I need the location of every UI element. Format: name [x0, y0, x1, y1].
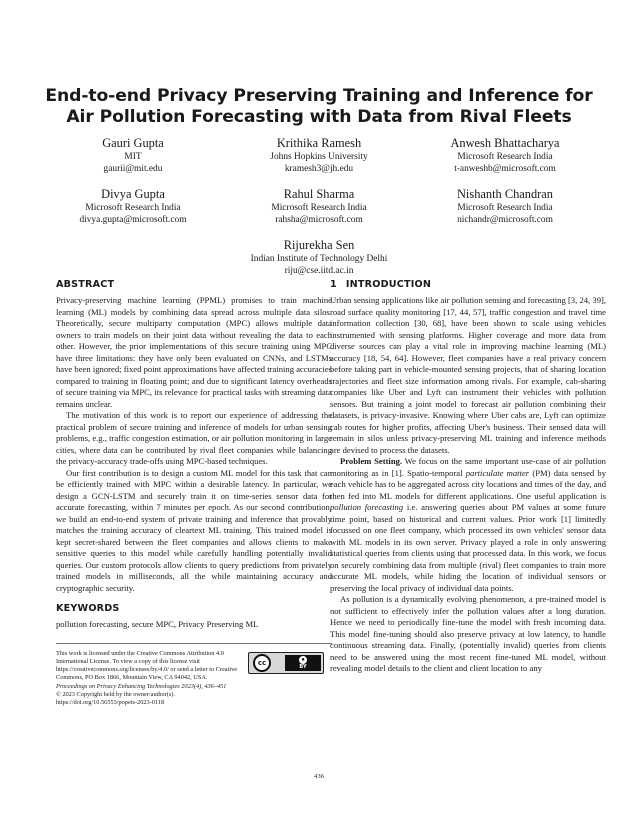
author-name: Rahul Sharma — [283, 187, 355, 201]
abstract-heading: ABSTRACT — [56, 279, 115, 290]
author-email: rahsha@microsoft.com — [275, 215, 363, 225]
title-line-1: End-to-end Privacy Preserving Training and Inference for — [45, 86, 593, 106]
author-list — [40, 135, 598, 277]
section-title: INTRODUCTION — [345, 279, 432, 290]
license-block — [56, 643, 332, 708]
introduction-heading — [330, 279, 606, 291]
author-block — [412, 135, 598, 175]
author-affiliation: MIT — [124, 152, 142, 162]
author-block — [40, 135, 226, 175]
cc-by-logo — [248, 652, 324, 674]
title-line-2: Air Pollution Forecasting with Data from Rival Fleets — [66, 107, 572, 127]
author-email: nichandr@microsoft.com — [457, 215, 553, 225]
author-email: t-anweshb@microsoft.com — [454, 164, 556, 174]
paper-title — [40, 86, 598, 128]
author-block — [226, 135, 412, 175]
page-number: 436 — [314, 773, 324, 780]
author-block — [412, 186, 598, 226]
author-block — [226, 186, 412, 226]
author-affiliation: Microsoft Research India — [271, 203, 367, 213]
intro-p2-text-c: i.e. answering queries about PM values at some future time point, based on historical and current values. Prior work [1] limitedly focussed on one fleet company, which processed its own vehicles' sensor data with ML models in its own server. Privacy played a role in only answering statistical queries from clients using that processed data. In this work, we focus on securely combining data from multiple (rival) fleet companies to train more accurate ML models, while hiding the location of individual sensors or preserving the local privacy of individual data points. — [330, 502, 606, 593]
author-affiliation: Johns Hopkins University — [270, 152, 368, 162]
author-block — [226, 237, 412, 277]
abstract-paragraph-1: Privacy-preserving machine learning (PPML) promises to train machine learning (ML) models by combining data spread across multiple data silos. Theoretically, secure multiparty computation (MPC) allows multiple data owners to train models on their joint data without revealing the data to each other. However, the prior implementations of this secure training using MPC have three limitations: they have only been evaluated on CNNs, and LSTMs have been ignored; fixed point approximations have affected training accuracies compared to training in floating point; and due to significant latency overheads of secure training via MPC, its relevance for practical tasks with streaming data remains unclear. — [56, 295, 332, 409]
proceedings-line: Proceedings on Privacy Enhancing Technologies 2023(4), 436–451 — [56, 682, 227, 690]
author-name: Divya Gupta — [101, 187, 165, 201]
author-email: divya.gupta@microsoft.com — [79, 215, 187, 225]
abstract-paragraph-2: The motivation of this work is to report our experience of addressing the practical problem of secure training and inference of models for urban sensing problems, e.g., traffic congestion estimation, or air pollution monitoring in large cities, where data can be contributed by rival fleet companies while balancing the privacy-accuracy trade-offs using MPC-based techniques. — [56, 410, 332, 466]
author-name: Gauri Gupta — [102, 136, 164, 150]
intro-p2-text-b: (PM) data sensed by each vehicle has to be aggregated across city locations and times of the day, and then fed into ML models for different applications. One useful application is — [330, 467, 607, 501]
author-affiliation: Indian Institute of Technology Delhi — [250, 254, 388, 264]
author-name: Krithika Ramesh — [276, 136, 362, 150]
cc-by-badge[interactable] — [248, 650, 332, 683]
author-email: gaurii@mit.edu — [103, 164, 163, 174]
keywords-heading: KEYWORDS — [56, 603, 120, 614]
author-affiliation: Microsoft Research India — [457, 203, 553, 213]
author-name: Anwesh Bhattacharya — [450, 136, 560, 150]
author-block — [40, 186, 226, 226]
by-icon — [285, 655, 321, 671]
problem-setting-label: Problem Setting. — [340, 456, 403, 466]
section-number: 1 — [330, 279, 337, 290]
cc-icon: cc — [253, 654, 271, 672]
author-affiliation: Microsoft Research India — [85, 203, 181, 213]
right-column — [330, 279, 606, 675]
person-icon: ● — [298, 655, 308, 665]
author-email: riju@cse.iitd.ac.in — [284, 266, 354, 276]
intro-p2-emphasis-1: particulate matter — [465, 467, 530, 478]
license-text: This work is licensed under the Creative Commons Attribution 4.0 International License. To view a copy of this license visit https://creativecommons.org/licenses/by/4.0/ or send a letter to Creative Commons, PO Box 1866, Mountain View, CA 94042, USA. — [56, 649, 238, 682]
author-affiliation: Microsoft Research India — [457, 152, 553, 162]
author-email: kramesh3@jh.edu — [284, 164, 354, 174]
keywords-text: pollution forecasting, secure MPC, Privacy Preserving ML — [56, 619, 259, 629]
intro-p2-emphasis-2: pollution forecasting — [330, 502, 404, 512]
copyright-line: © 2023 Copyright held by the owner/author(s). — [56, 690, 175, 698]
by-label: BY — [299, 664, 307, 670]
intro-p2-text-a: We focus on the same important use-case of air pollution monitoring as in [1]. Spatio-temporal — [330, 456, 606, 478]
author-name: Rijurekha Sen — [283, 238, 355, 252]
intro-paragraph-3: As pollution is a dynamically evolving phenomenon, a pre-trained model is not sufficient to effectively infer the pollution values after a long duration. Hence we need to periodically fine-tune the model with fresh incoming data. This model fine-tuning should also preserve privacy at low latency, to handle continuous streaming data. Finally, (potentially invalid) queries from clients need to be answered using the most recent fine-tuned ML model, without revealing model details to the client and client location to any — [330, 594, 606, 673]
author-name: Nishanth Chandran — [456, 187, 553, 201]
doi-link[interactable]: https://doi.org/10.56553/popets-2023-0118 — [56, 699, 165, 707]
left-column — [56, 279, 332, 708]
intro-paragraph-2 — [330, 456, 606, 594]
intro-paragraph-1: Urban sensing applications like air pollution sensing and forecasting [3, 24, 39], road surface quality monitoring [17, 44, 57], traffic congestion and travel time information collection [30, 68], have been shown to scale using vehicles instrumented with sensing platforms. Higher coverage and more data from diverse sources can play a vital role in improving machine learning (ML) accuracy [18, 54, 64]. However, fleet companies have a real privacy concern before taking part in vehicle-mounted sensing projects, that of sharing location trajectories and fleet size information among rivals. For example, cab-sharing companies like Uber and Lyft can instrument their vehicles with pollution sensors. But training a joint model to forecast air pollution combining their datasets, is privacy-invasive. Knowing where Uber cabs are, Lyft can optimize cab routes for higher profits, affecting Uber's business. Their sensed data will remain in silos unless privacy-preserving ML training and inference methods are devised to process the datasets. — [330, 295, 606, 455]
abstract-paragraph-3: Our first contribution is to design a custom ML model for this task that can be efficiently trained with MPC within a desirable latency. In particular, we design a GCN-LSTM and securely train it on time-series sensor data for accurate forecasting, within 7 minutes per epoch. As our second contribution, we build an end-to-end system of private training and inference that provably matches the training accuracy of cleartext ML training. This trained model is kept secret-shared between the fleet companies and allows clients to make sensitive queries to this model while carefully handling potentially invalid queries. Our custom protocols allow clients to query predictions from privately trained models in milliseconds, all the while maintaining accuracy and cryptographic security. — [56, 467, 332, 593]
